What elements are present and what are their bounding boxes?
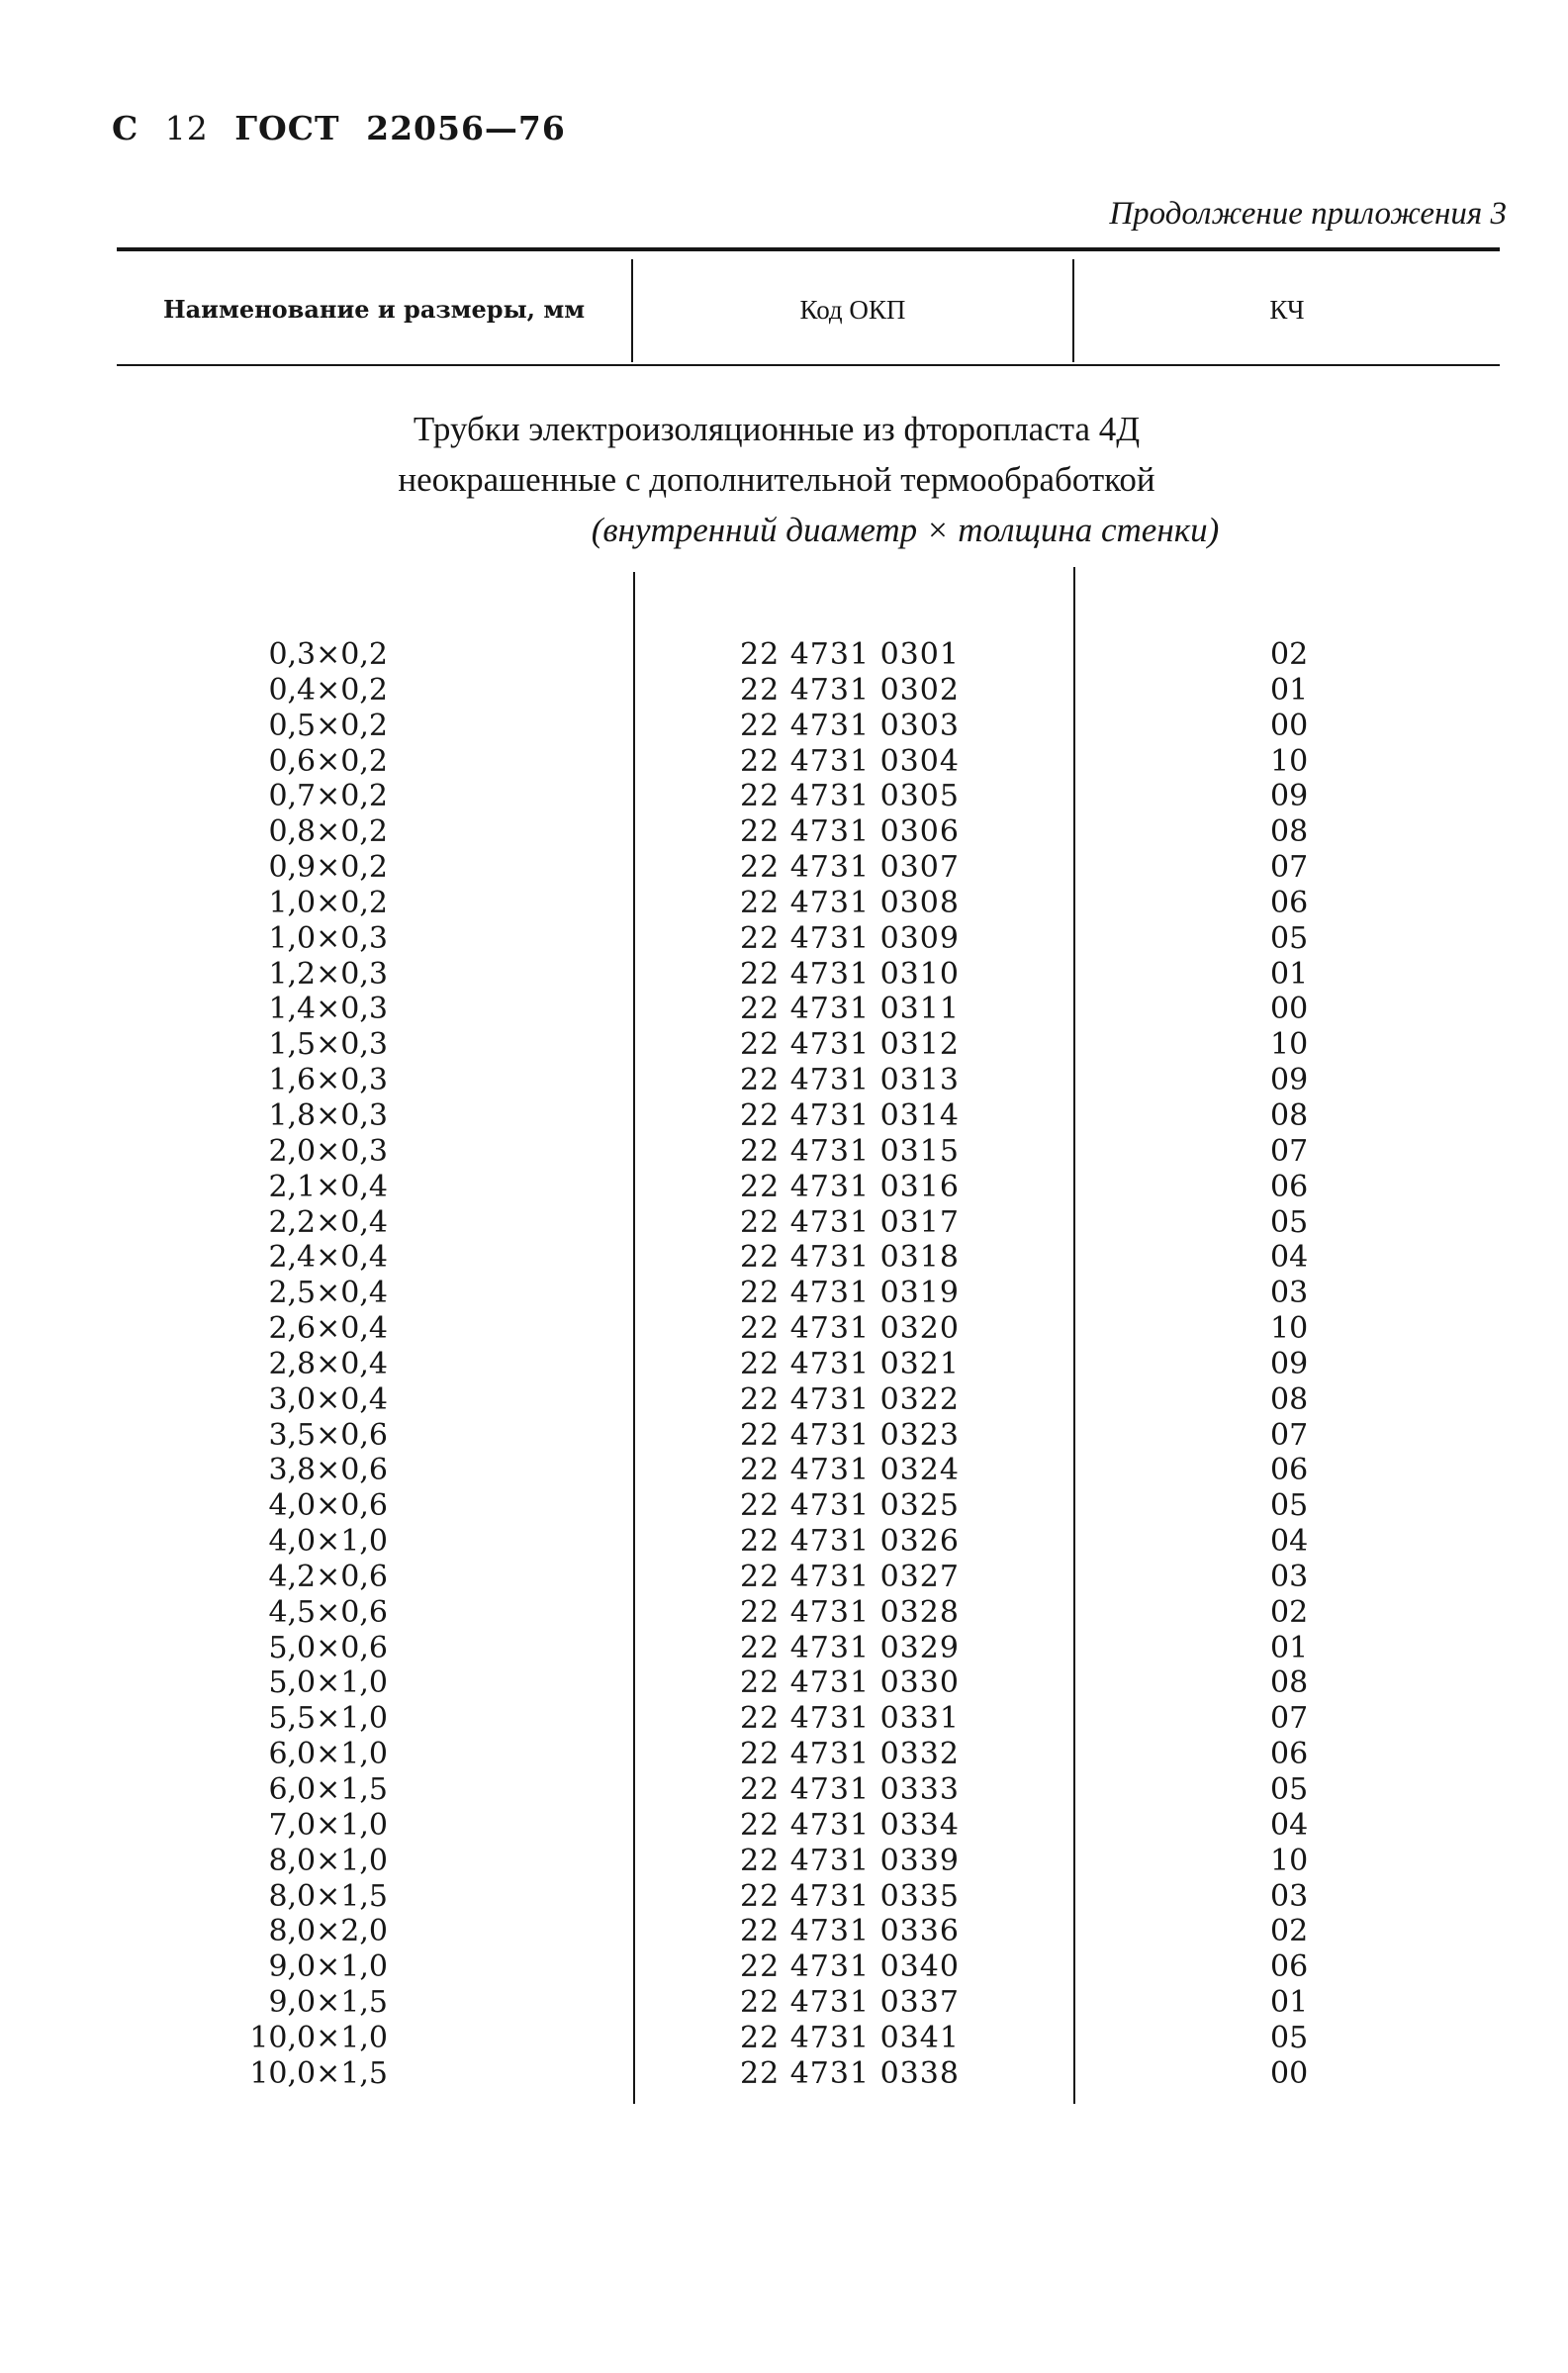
size-cell: 3,0×0,4 <box>268 1381 388 1417</box>
code-cell: 22 4731 0339 <box>740 1843 960 1878</box>
code-cell: 22 4731 0308 <box>740 885 960 920</box>
kch-cell: 09 <box>1270 779 1309 814</box>
kch-cell: 00 <box>1270 2055 1309 2091</box>
table-row <box>0 637 1568 673</box>
table-row <box>0 2021 1568 2056</box>
kch-cell: 07 <box>1270 1417 1309 1453</box>
table-row <box>0 1737 1568 1772</box>
code-cell: 22 4731 0341 <box>740 2020 960 2055</box>
section-title-line-1: Трубки электроизоляционные из фторопласта 4Д <box>413 410 1141 448</box>
table-row <box>0 1772 1568 1808</box>
size-cell: 4,0×0,6 <box>268 1488 388 1524</box>
kch-cell: 10 <box>1270 1311 1309 1347</box>
size-cell: 0,5×0,2 <box>268 708 388 743</box>
table-row <box>0 673 1568 709</box>
kch-cell: 06 <box>1270 1453 1309 1488</box>
table-row <box>0 921 1568 957</box>
standard-abbr: ГОСТ <box>234 109 340 147</box>
table-row <box>0 1631 1568 1666</box>
code-cell: 22 4731 0323 <box>740 1417 960 1453</box>
kch-cell: 09 <box>1270 1346 1309 1381</box>
code-cell: 22 4731 0318 <box>740 1240 960 1276</box>
kch-cell: 03 <box>1270 1559 1309 1594</box>
kch-cell: 05 <box>1270 1772 1309 1807</box>
table-row <box>0 1524 1568 1560</box>
standard-number: 22056—76 <box>366 109 566 147</box>
code-cell: 22 4731 0319 <box>740 1276 960 1311</box>
size-cell: 0,6×0,2 <box>268 743 388 779</box>
kch-cell: 02 <box>1270 1594 1309 1630</box>
kch-cell: 06 <box>1270 885 1309 920</box>
kch-cell: 07 <box>1270 850 1309 886</box>
kch-cell: 03 <box>1270 1878 1309 1914</box>
code-cell: 22 4731 0322 <box>740 1381 960 1417</box>
size-cell: 1,5×0,3 <box>268 1027 388 1063</box>
table-row <box>0 1134 1568 1170</box>
kch-cell: 06 <box>1270 1949 1309 1985</box>
size-cell: 3,8×0,6 <box>268 1453 388 1488</box>
code-cell: 22 4731 0303 <box>740 708 960 743</box>
table-row <box>0 1382 1568 1418</box>
size-cell: 8,0×1,5 <box>268 1878 388 1914</box>
table-row <box>0 1879 1568 1915</box>
kch-cell: 06 <box>1270 1169 1309 1204</box>
size-cell: 1,4×0,3 <box>268 992 388 1027</box>
kch-cell: 07 <box>1270 1133 1309 1169</box>
kch-cell: 00 <box>1270 992 1309 1027</box>
page-number: 12 <box>164 109 209 147</box>
code-cell: 22 4731 0329 <box>740 1630 960 1665</box>
table-row <box>0 1205 1568 1241</box>
kch-cell: 00 <box>1270 708 1309 743</box>
size-cell: 8,0×2,0 <box>268 1914 388 1949</box>
code-cell: 22 4731 0340 <box>740 1949 960 1985</box>
kch-cell: 08 <box>1270 814 1309 850</box>
code-cell: 22 4731 0334 <box>740 1807 960 1843</box>
kch-cell: 09 <box>1270 1063 1309 1098</box>
code-cell: 22 4731 0337 <box>740 1985 960 2021</box>
section-title-line-2: неокрашенные с дополнительной термообработкой <box>398 460 1155 499</box>
table-row <box>0 1276 1568 1311</box>
kch-cell: 05 <box>1270 920 1309 956</box>
table-row <box>0 814 1568 850</box>
size-cell: 5,5×1,0 <box>268 1701 388 1737</box>
size-cell: 2,0×0,3 <box>268 1133 388 1169</box>
table-row <box>0 992 1568 1027</box>
size-cell: 5,0×0,6 <box>268 1630 388 1665</box>
table-row <box>0 1098 1568 1134</box>
column-header-code: Код ОКП <box>799 295 906 325</box>
table-row <box>0 850 1568 886</box>
table-row <box>0 1488 1568 1524</box>
continuation-note: Продолжение приложения 3 <box>1109 196 1507 232</box>
code-cell: 22 4731 0310 <box>740 956 960 992</box>
code-cell: 22 4731 0327 <box>740 1559 960 1594</box>
table-top-rule <box>117 247 1500 251</box>
section-subtitle: (внутренний диаметр × толщина стенки) <box>591 511 1220 549</box>
code-cell: 22 4731 0305 <box>740 779 960 814</box>
size-cell: 2,1×0,4 <box>268 1169 388 1204</box>
kch-cell: 05 <box>1270 1488 1309 1524</box>
table-row <box>0 744 1568 780</box>
table-row <box>0 1595 1568 1631</box>
table-row <box>0 1665 1568 1701</box>
table-row <box>0 1240 1568 1276</box>
code-cell: 22 4731 0301 <box>740 637 960 672</box>
table-row <box>0 1949 1568 1985</box>
table-row <box>0 1985 1568 2021</box>
page-label: С <box>112 109 139 147</box>
size-cell: 9,0×1,5 <box>268 1985 388 2021</box>
table-row <box>0 709 1568 744</box>
size-cell: 3,5×0,6 <box>268 1417 388 1453</box>
code-cell: 22 4731 0333 <box>740 1772 960 1807</box>
code-cell: 22 4731 0336 <box>740 1914 960 1949</box>
kch-cell: 03 <box>1270 1276 1309 1311</box>
code-cell: 22 4731 0324 <box>740 1453 960 1488</box>
kch-cell: 07 <box>1270 1701 1309 1737</box>
code-cell: 22 4731 0320 <box>740 1311 960 1347</box>
kch-cell: 04 <box>1270 1807 1309 1843</box>
table-row <box>0 1063 1568 1098</box>
table-row <box>0 1453 1568 1488</box>
code-cell: 22 4731 0317 <box>740 1204 960 1240</box>
size-cell: 1,0×0,3 <box>268 920 388 956</box>
table-row <box>0 886 1568 921</box>
size-cell: 2,4×0,4 <box>268 1240 388 1276</box>
table-row <box>0 1808 1568 1844</box>
size-cell: 5,0×1,0 <box>268 1665 388 1701</box>
size-cell: 0,7×0,2 <box>268 779 388 814</box>
size-cell: 1,0×0,2 <box>268 885 388 920</box>
size-cell: 0,8×0,2 <box>268 814 388 850</box>
table-row <box>0 2056 1568 2092</box>
column-header-kch: КЧ <box>1269 295 1305 325</box>
size-cell: 2,2×0,4 <box>268 1204 388 1240</box>
kch-cell: 04 <box>1270 1524 1309 1560</box>
code-cell: 22 4731 0302 <box>740 672 960 708</box>
kch-cell: 10 <box>1270 1027 1309 1063</box>
code-cell: 22 4731 0338 <box>740 2055 960 2091</box>
size-cell: 1,6×0,3 <box>268 1063 388 1098</box>
table-row <box>0 1701 1568 1737</box>
table-row <box>0 1844 1568 1879</box>
size-cell: 0,4×0,2 <box>268 672 388 708</box>
kch-cell: 06 <box>1270 1737 1309 1772</box>
table-row <box>0 1560 1568 1595</box>
size-cell: 2,6×0,4 <box>268 1311 388 1347</box>
table-row <box>0 1347 1568 1382</box>
page-header <box>112 109 580 147</box>
size-cell: 6,0×1,5 <box>268 1772 388 1807</box>
code-cell: 22 4731 0313 <box>740 1063 960 1098</box>
kch-cell: 01 <box>1270 1630 1309 1665</box>
kch-cell: 05 <box>1270 1204 1309 1240</box>
size-cell: 4,0×1,0 <box>268 1524 388 1560</box>
header-divider-1 <box>631 259 633 362</box>
size-cell: 8,0×1,0 <box>268 1843 388 1878</box>
code-cell: 22 4731 0332 <box>740 1737 960 1772</box>
kch-cell: 10 <box>1270 743 1309 779</box>
code-cell: 22 4731 0321 <box>740 1346 960 1381</box>
table-row <box>0 957 1568 993</box>
code-cell: 22 4731 0311 <box>740 992 960 1027</box>
kch-cell: 08 <box>1270 1097 1309 1133</box>
code-cell: 22 4731 0335 <box>740 1878 960 1914</box>
code-cell: 22 4731 0312 <box>740 1027 960 1063</box>
code-cell: 22 4731 0315 <box>740 1133 960 1169</box>
code-cell: 22 4731 0304 <box>740 743 960 779</box>
code-cell: 22 4731 0330 <box>740 1665 960 1701</box>
table-row <box>0 1418 1568 1454</box>
kch-cell: 08 <box>1270 1381 1309 1417</box>
section-title <box>237 404 1316 555</box>
code-cell: 22 4731 0316 <box>740 1169 960 1204</box>
size-cell: 0,9×0,2 <box>268 850 388 886</box>
size-cell: 2,8×0,4 <box>268 1346 388 1381</box>
size-cell: 4,2×0,6 <box>268 1559 388 1594</box>
kch-cell: 02 <box>1270 1914 1309 1949</box>
kch-cell: 10 <box>1270 1843 1309 1878</box>
code-cell: 22 4731 0309 <box>740 920 960 956</box>
kch-cell: 01 <box>1270 672 1309 708</box>
table-body <box>0 637 1568 2092</box>
table-row <box>0 1027 1568 1063</box>
kch-cell: 05 <box>1270 2020 1309 2055</box>
size-cell: 7,0×1,0 <box>268 1807 388 1843</box>
size-cell: 1,2×0,3 <box>268 956 388 992</box>
column-header-name: Наименование и размеры, мм <box>162 295 586 324</box>
size-cell: 0,3×0,2 <box>268 637 388 672</box>
size-cell: 6,0×1,0 <box>268 1737 388 1772</box>
size-cell: 1,8×0,3 <box>268 1097 388 1133</box>
table-row <box>0 779 1568 814</box>
code-cell: 22 4731 0306 <box>740 814 960 850</box>
size-cell: 10,0×1,5 <box>249 2055 388 2091</box>
code-cell: 22 4731 0314 <box>740 1097 960 1133</box>
table-row <box>0 1311 1568 1347</box>
code-cell: 22 4731 0307 <box>740 850 960 886</box>
kch-cell: 08 <box>1270 1665 1309 1701</box>
size-cell: 2,5×0,4 <box>268 1276 388 1311</box>
kch-cell: 01 <box>1270 1985 1309 2021</box>
table-row <box>0 1170 1568 1205</box>
code-cell: 22 4731 0325 <box>740 1488 960 1524</box>
kch-cell: 04 <box>1270 1240 1309 1276</box>
code-cell: 22 4731 0328 <box>740 1594 960 1630</box>
code-cell: 22 4731 0326 <box>740 1524 960 1560</box>
size-cell: 9,0×1,0 <box>268 1949 388 1985</box>
kch-cell: 02 <box>1270 637 1309 672</box>
size-cell: 10,0×1,0 <box>249 2020 388 2055</box>
code-cell: 22 4731 0331 <box>740 1701 960 1737</box>
kch-cell: 01 <box>1270 956 1309 992</box>
table-header-bottom-rule <box>117 364 1500 366</box>
size-cell: 4,5×0,6 <box>268 1594 388 1630</box>
table-row <box>0 1914 1568 1949</box>
